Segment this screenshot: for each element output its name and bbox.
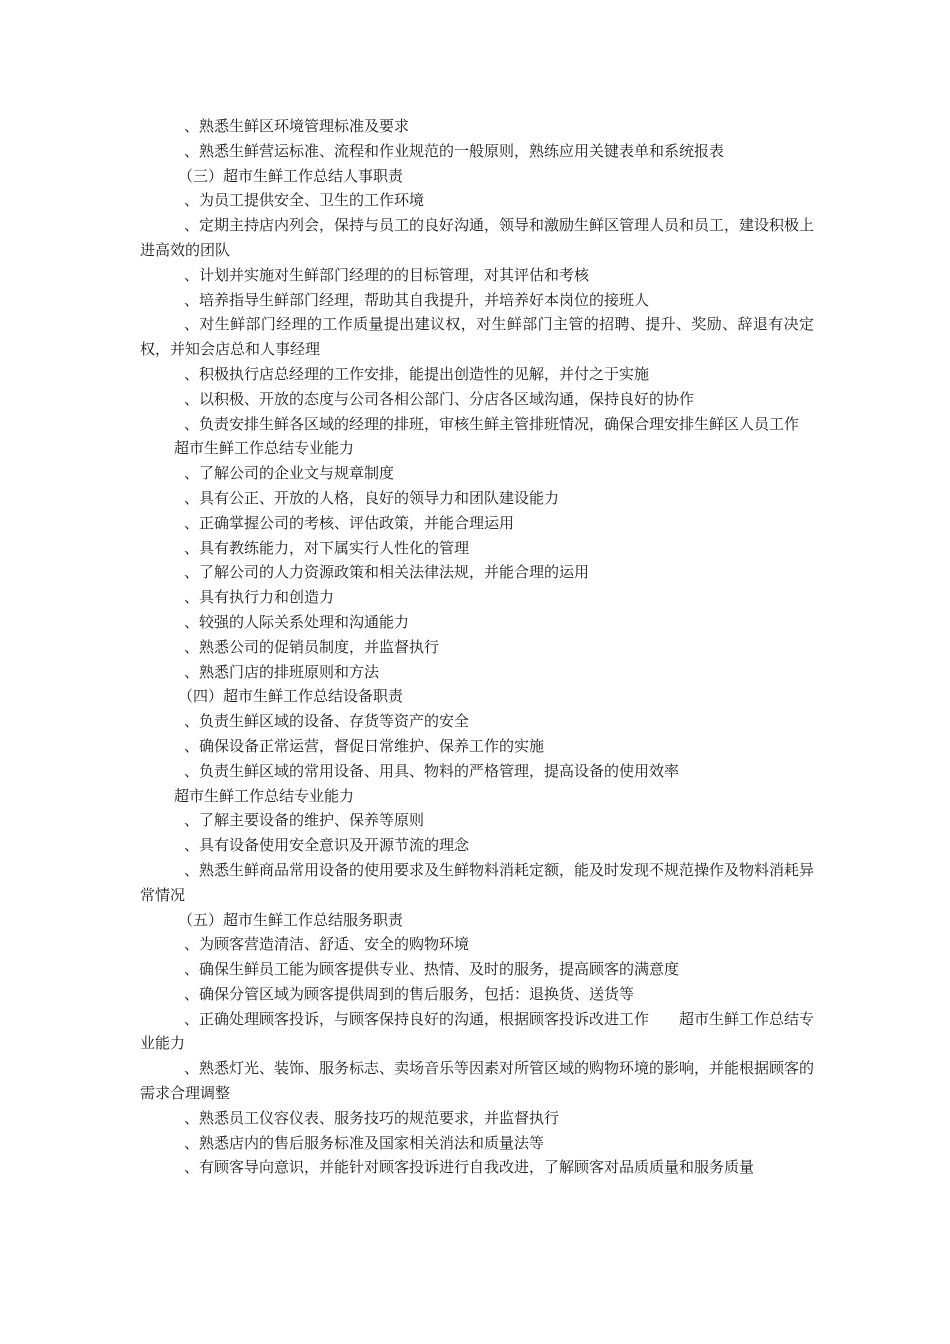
text-line: 、确保生鲜员工能为顾客提供专业、热情、及时的服务，提高顾客的满意度	[184, 960, 680, 979]
text-line: 、熟悉生鲜商品常用设备的使用要求及生鲜物料消耗定额，能及时发现不规范操作及物料消耗异常情况	[140, 860, 815, 904]
text-line: （四）超市生鲜工作总结设备职责	[178, 687, 404, 706]
text-line: 、了解公司的人力资源政策和相关法律法规，并能合理的运用	[184, 563, 590, 582]
text-line: 、为员工提供安全、卫生的工作环境	[184, 191, 425, 210]
text-line: 、熟悉门店的排班原则和方法	[184, 662, 380, 681]
text-line: 、具有设备使用安全意识及开源节流的理念	[184, 836, 470, 855]
text-line: 、了解主要设备的维护、保养等原则	[184, 811, 425, 830]
text-line: 、负责生鲜区域的设备、存货等资产的安全	[184, 712, 470, 731]
text-line: 、熟悉生鲜区环境管理标准及要求	[184, 117, 410, 135]
document-body	[140, 114, 814, 1180]
text-line: 、熟悉灯光、装饰、服务标志、卖场音乐等因素对所管区域的购物环境的影响，并能根据顾客的需求合理调整	[140, 1059, 815, 1103]
text-line: 、熟悉店内的售后服务标准及国家相关消法和质量法等	[184, 1133, 545, 1152]
text-line: 、具有公正、开放的人格，良好的领导力和团队建设能力	[184, 488, 560, 507]
text-line: 、对生鲜部门经理的工作质量提出建议权，对生鲜部门主管的招聘、提升、奖励、辞退有决定权，并知会店总和人事经理	[140, 315, 814, 359]
text-line: 、以积极、开放的态度与公司各相公部门、分店各区域沟通，保持良好的协作	[184, 389, 695, 408]
text-line: 、积极执行店总经理的工作安排，能提出创造性的见解，并付之于实施	[184, 364, 650, 383]
text-line: 、为顾客营造清洁、舒适、安全的购物环境	[184, 935, 470, 954]
text-line: 、具有执行力和创造力	[184, 588, 335, 607]
text-line: 、计划并实施对生鲜部门经理的的目标管理，对其评估和考核	[184, 265, 590, 284]
text-line: 、较强的人际关系处理和沟通能力	[184, 612, 410, 631]
text-line: 超市生鲜工作总结专业能力	[174, 439, 355, 458]
text-line: 、具有教练能力，对下属实行人性化的管理	[184, 538, 470, 557]
text-line: 、定期主持店内列会，保持与员工的良好沟通，领导和激励生鲜区管理人员和员工，建设积极上进高效的团队	[140, 216, 815, 259]
text-line: 、正确掌握公司的考核、评估政策，并能合理运用	[184, 513, 515, 532]
text-line: 、有顾客导向意识，并能针对顾客投诉进行自我改进，了解顾客对品质质量和服务质量	[184, 1158, 755, 1177]
text-line: （三）超市生鲜工作总结人事职责	[178, 166, 404, 185]
text-line: 超市生鲜工作总结专业能力	[174, 786, 355, 805]
text-line: 、培养指导生鲜部门经理，帮助其自我提升，并培养好本岗位的接班人	[184, 290, 650, 309]
text-line: 、负责生鲜区域的常用设备、用具、物料的严格管理，提高设备的使用效率	[184, 761, 680, 780]
text-line: 、负责安排生鲜各区域的经理的排班，审核生鲜主管排班情况，确保合理安排生鲜区人员工作	[184, 414, 800, 433]
text-line: 、正确处理顾客投诉，与顾客保持良好的沟通，根据顾客投诉改进工作 超市生鲜工作总结专业能力	[140, 1009, 815, 1053]
text-line: 、熟悉公司的促销员制度，并监督执行	[184, 637, 440, 656]
text-line: 、熟悉员工仪容仪表、服务技巧的规范要求，并监督执行	[184, 1108, 560, 1127]
text-line: 、确保设备正常运营，督促日常维护、保养工作的实施	[184, 736, 545, 755]
text-line: 、熟悉生鲜营运标准、流程和作业规范的一般原则，熟练应用关键表单和系统报表	[184, 141, 725, 160]
text-line: 、了解公司的企业文与规章制度	[184, 464, 395, 483]
text-line: （五）超市生鲜工作总结服务职责	[178, 910, 404, 929]
text-line: 、确保分管区域为顾客提供周到的售后服务，包括：退换货、送货等	[184, 984, 635, 1003]
